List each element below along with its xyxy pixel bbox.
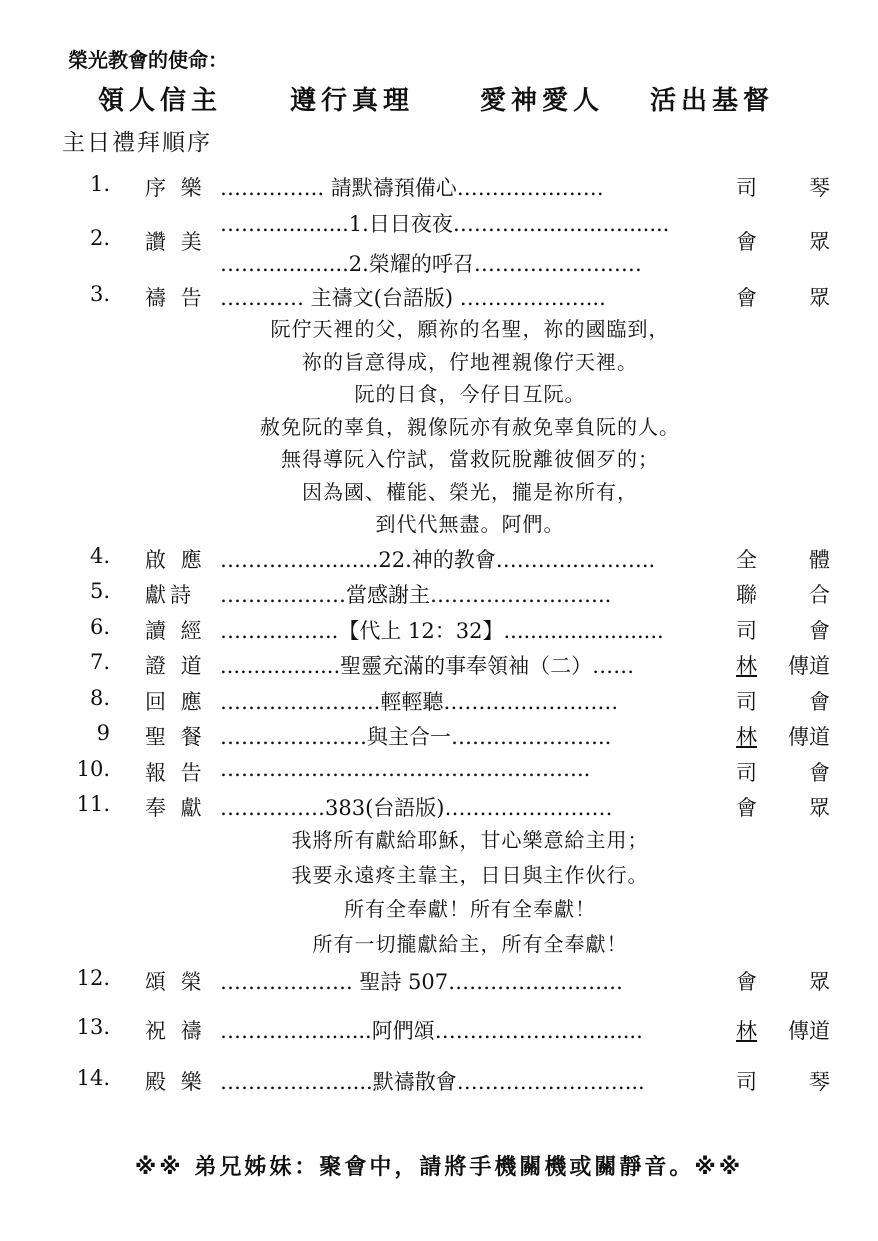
program-row — [0, 966, 878, 996]
item-leader: 司 — [736, 690, 757, 714]
item-leader: 司 — [736, 176, 757, 200]
item-detail-line-2: …….............2.榮耀的呼召…………………… — [220, 252, 642, 276]
item-detail-line-1: …….............1.日日夜夜………....................... — [220, 212, 670, 236]
item-role: 眾 — [809, 230, 830, 254]
item-number: 7. — [89, 650, 110, 674]
program-row — [0, 1015, 878, 1045]
item-leader: 林 — [736, 1019, 757, 1043]
item-number: 12. — [76, 966, 110, 990]
item-number: 2. — [89, 226, 110, 250]
program-row — [0, 282, 878, 312]
item-leader: 會 — [736, 796, 757, 820]
item-name: 序 樂 — [145, 176, 206, 200]
item-name: 頌 榮 — [145, 970, 206, 994]
item-role: 傳道 — [788, 725, 830, 749]
item-number: 13. — [76, 1015, 110, 1039]
item-name: 獻詩 — [145, 583, 195, 607]
item-name: 啟 應 — [145, 548, 206, 572]
item-number: 9 — [96, 721, 110, 745]
item-number: 10. — [76, 757, 110, 781]
program-row — [0, 579, 878, 609]
lyric-line: 我要永遠疼主靠主，日日與主作伙行。 — [291, 862, 649, 887]
item-name: 聖 餐 — [145, 725, 206, 749]
item-leader: 司 — [736, 619, 757, 643]
item-leader: 會 — [736, 230, 757, 254]
item-role: 合 — [809, 583, 830, 607]
item-name: 奉 獻 — [145, 796, 206, 820]
item-detail: ………………當感謝主…………………….. — [220, 583, 612, 607]
item-detail: ………………....默禱散會……………………... — [220, 1070, 645, 1094]
item-role: 眾 — [809, 970, 830, 994]
item-name: 祝 禱 — [145, 1019, 206, 1043]
item-leader: 司 — [736, 761, 757, 785]
item-detail: …………………與主合一………………….. — [220, 725, 612, 749]
item-leader: 林 — [736, 654, 757, 678]
item-leader: 會 — [736, 970, 757, 994]
item-detail: ……………..【代上 12：32】........................ — [220, 619, 664, 643]
lyric-line: 我將所有獻給耶穌，甘心樂意給主用； — [291, 828, 649, 852]
mission-title: 榮光教會的使命： — [68, 48, 228, 72]
lords-prayer-text — [190, 313, 750, 541]
item-role: 會 — [809, 690, 830, 714]
item-name: 禱 告 — [145, 286, 206, 310]
item-name: 讀 經 — [145, 619, 206, 643]
item-number: 14. — [76, 1066, 110, 1090]
item-detail: ………… 主禱文(台語版) ………………... — [220, 286, 606, 310]
item-number: 3. — [89, 282, 110, 306]
item-name: 回 應 — [145, 690, 206, 714]
lyric-line: 所有一切攏獻給主，所有全奉獻！ — [312, 931, 628, 956]
lyric-line: 赦免阮的辜負，親像阮亦有赦免辜負阮的人。 — [260, 414, 680, 439]
item-name: 殿 樂 — [145, 1070, 206, 1094]
order-title: 主日禮拜順序 — [62, 130, 212, 156]
item-role: 傳道 — [788, 1019, 830, 1043]
item-detail: …….…….. 請默禱預備心………………… — [220, 176, 604, 200]
program-row — [0, 757, 878, 787]
program-row — [0, 544, 878, 574]
program-row — [0, 792, 878, 822]
item-name: 報 告 — [145, 761, 206, 785]
lyric-line: 到代代無盡。阿們。 — [375, 512, 565, 536]
lyric-line: 祢的旨意得成，佇地裡親像佇天裡。 — [302, 349, 638, 374]
item-detail: ..................聖靈充滿的事奉領袖（二）…… — [220, 654, 635, 678]
item-detail: …………………..輕輕聽……………………. — [220, 690, 619, 714]
item-detail: ……………........22.神的教會………...……….. — [220, 548, 656, 572]
program-row — [0, 650, 878, 680]
item-role: 眾 — [809, 796, 830, 820]
item-number: 8. — [89, 686, 110, 710]
item-leader: 司 — [736, 1070, 757, 1094]
program-row — [0, 721, 878, 751]
item-number: 6. — [89, 615, 110, 639]
item-detail: ……………383(台語版)…………………… — [220, 796, 613, 820]
program-row — [0, 615, 878, 645]
item-number: 4. — [89, 544, 110, 568]
lyric-line: 阮的日食，今仔日互阮。 — [354, 382, 586, 406]
motto-3: 愛神愛人 — [480, 86, 605, 116]
item-role: 眾 — [809, 286, 830, 310]
offering-hymn-text — [190, 823, 750, 961]
motto-4: 活出基督 — [650, 86, 775, 116]
program-row — [0, 686, 878, 716]
program-row — [0, 1066, 878, 1096]
item-leader: 會 — [736, 286, 757, 310]
lyric-line: 因為國、權能、榮光，攏是祢所有， — [302, 479, 638, 504]
item-number: 5. — [89, 579, 110, 603]
item-number: 11. — [76, 792, 110, 816]
item-detail: …………………………………………….. — [220, 757, 591, 781]
item-name: 讚 美 — [145, 230, 206, 254]
item-leader: 全 — [736, 548, 757, 572]
item-detail: …………….......阿們頌……………………...... — [220, 1019, 643, 1043]
program-row — [0, 172, 878, 202]
footer-notice: ※※ 弟兄姊妹：聚會中，請將手機關機或關靜音。※※ — [134, 1155, 744, 1180]
lyric-line: 所有全奉獻！所有全奉獻！ — [344, 897, 596, 921]
item-name: 證 道 — [145, 654, 206, 678]
motto-1: 領人信主 — [98, 86, 223, 116]
motto-2: 遵行真理 — [290, 86, 415, 116]
lyric-line: 無得導阮入佇試，當救阮脫離彼個歹的； — [281, 447, 659, 471]
item-role: 琴 — [809, 176, 830, 200]
item-number: 1. — [89, 172, 110, 196]
item-role: 體 — [809, 548, 830, 572]
item-role: 會 — [809, 761, 830, 785]
lyric-line: 阮佇天裡的父，願祢的名聖，祢的國臨到， — [270, 317, 670, 341]
item-role: 傳道 — [788, 654, 830, 678]
item-leader: 聯 — [736, 583, 757, 607]
item-leader: 林 — [736, 725, 757, 749]
item-role: 琴 — [809, 1070, 830, 1094]
item-role: 會 — [809, 619, 830, 643]
item-detail: ………………. 聖詩 507……………………. — [220, 970, 623, 994]
